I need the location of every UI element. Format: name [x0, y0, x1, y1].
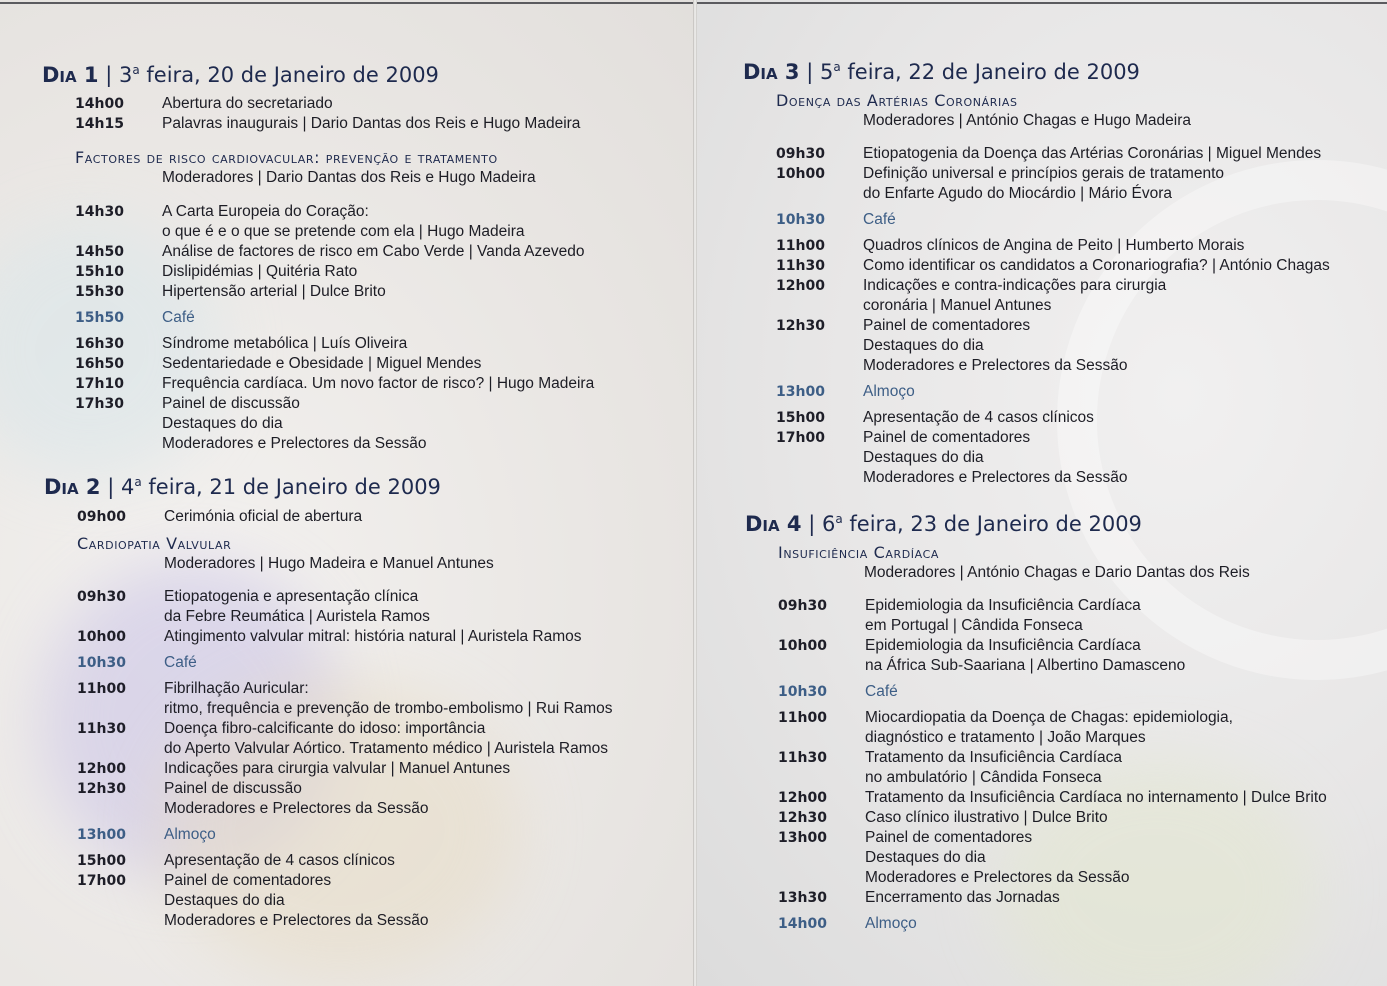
session-description	[164, 627, 582, 647]
description-line: na África Sub-Saariana | Albertino Damasceno	[865, 657, 1186, 674]
description-line: Destaques do dia	[865, 849, 986, 866]
description-line: Epidemiologia da Insuficiência Cardíaca	[865, 597, 1141, 614]
top-rule	[0, 2, 693, 4]
session-description	[865, 748, 1122, 788]
day-heading	[42, 57, 439, 88]
description-line: Tratamento da Insuficiência Cardíaca	[865, 749, 1123, 766]
day-date: feira, 20 de Janeiro de 2009	[139, 63, 439, 87]
description-line: Moderadores e Prelectores da Sessão	[164, 800, 429, 817]
ordinal-mark: a	[835, 512, 843, 526]
description-line: Síndrome metabólica | Luís Oliveira	[162, 335, 408, 352]
left-page	[0, 0, 693, 986]
time-label: 11h30	[778, 750, 827, 766]
description-line: Painel de comentadores	[863, 317, 1031, 334]
time-label: 10h00	[776, 166, 825, 182]
time-label: 10h30	[776, 212, 825, 228]
time-label: 10h00	[778, 638, 827, 654]
session-description	[863, 144, 1321, 164]
session-description	[164, 851, 395, 871]
time-label: 15h00	[77, 853, 126, 869]
day-weekday-number: 5	[820, 60, 834, 84]
session-description	[162, 394, 427, 454]
section-moderators: Moderadores | Dario Dantas dos Reis e Hugo Madeira	[162, 169, 536, 186]
description-line: Café	[863, 211, 896, 228]
section-title: Insuficiência Cardíaca	[778, 543, 939, 562]
section-title: Cardiopatia Valvular	[77, 534, 232, 553]
session-description	[863, 316, 1128, 376]
session-description	[865, 596, 1141, 636]
day-separator: |	[808, 512, 816, 536]
description-line: Definição universal e princípios gerais de tratamento	[863, 165, 1224, 182]
session-description	[865, 682, 898, 702]
day-weekday-number: 6	[822, 512, 836, 536]
time-label: 12h00	[77, 761, 126, 777]
description-line: Destaques do dia	[863, 449, 984, 466]
description-line: Como identificar os candidatos a Coronariografia? | António Chagas	[863, 257, 1330, 274]
day-label: Dia 3	[743, 60, 800, 84]
time-label: 09h30	[778, 598, 827, 614]
description-line: Almoço	[863, 383, 915, 400]
session-description	[865, 914, 917, 934]
session-description	[162, 354, 481, 374]
description-line: Abertura do secretariado	[162, 95, 333, 112]
description-line: Hipertensão arterial | Dulce Brito	[162, 283, 386, 300]
description-line: Sedentariedade e Obesidade | Miguel Mendes	[162, 355, 482, 372]
day-date: feira, 21 de Janeiro de 2009	[141, 475, 441, 499]
description-line: Etiopatogenia da Doença das Artérias Coronárias | Miguel Mendes	[863, 145, 1322, 162]
time-label: 12h00	[778, 790, 827, 806]
description-line: Apresentação de 4 casos clínicos	[164, 852, 395, 869]
ordinal-mark: a	[134, 475, 142, 489]
session-description	[162, 94, 333, 114]
day-label: Dia 4	[745, 512, 802, 536]
day-heading	[743, 54, 1140, 85]
day-date: feira, 22 de Janeiro de 2009	[840, 60, 1140, 84]
description-line: Indicações e contra-indicações para cirurgia	[863, 277, 1167, 294]
session-description	[162, 114, 580, 134]
session-description	[162, 308, 195, 328]
time-label: 15h50	[75, 310, 124, 326]
time-label: 12h30	[77, 781, 126, 797]
time-label: 17h10	[75, 376, 124, 392]
time-label: 17h00	[77, 873, 126, 889]
description-line: Análise de factores de risco em Cabo Verde | Vanda Azevedo	[162, 243, 585, 260]
section-moderators: Moderadores | Hugo Madeira e Manuel Antunes	[164, 555, 494, 572]
description-line: do Enfarte Agudo do Miocárdio | Mário Évora	[863, 185, 1173, 202]
description-line: Fibrilhação Auricular:	[164, 680, 309, 697]
session-description	[164, 759, 510, 779]
time-label: 09h30	[77, 589, 126, 605]
description-line: Etiopatogenia e apresentação clínica	[164, 588, 419, 605]
section-title: Factores de risco cardiovacular: prevenção e tratamento	[75, 148, 498, 167]
session-description	[865, 788, 1327, 808]
description-line: Almoço	[865, 915, 917, 932]
session-description	[164, 653, 197, 673]
session-description	[863, 210, 896, 230]
time-label: 12h30	[778, 810, 827, 826]
time-label: 11h30	[776, 258, 825, 274]
description-line: o que é e o que se pretende com ela | Hugo Madeira	[162, 223, 525, 240]
description-line: Almoço	[164, 826, 216, 843]
session-description	[164, 587, 430, 627]
session-description	[865, 708, 1233, 748]
session-description	[865, 636, 1185, 676]
description-line: Dislipidémias | Quitéria Rato	[162, 263, 358, 280]
time-label: 09h30	[776, 146, 825, 162]
session-description	[164, 679, 613, 719]
description-line: Encerramento das Jornadas	[865, 889, 1060, 906]
time-label: 13h30	[778, 890, 827, 906]
description-line: Moderadores e Prelectores da Sessão	[863, 469, 1128, 486]
description-line: Frequência cardíaca. Um novo factor de risco? | Hugo Madeira	[162, 375, 595, 392]
description-line: coronária | Manuel Antunes	[863, 297, 1052, 314]
right-page	[697, 0, 1387, 986]
session-description	[863, 276, 1166, 316]
time-label: 10h00	[77, 629, 126, 645]
time-label: 12h30	[776, 318, 825, 334]
description-line: Painel de comentadores	[164, 872, 332, 889]
session-description	[865, 808, 1108, 828]
description-line: Palavras inaugurais | Dario Dantas dos Reis e Hugo Madeira	[162, 115, 581, 132]
description-line: Destaques do dia	[863, 337, 984, 354]
description-line: Painel de discussão	[164, 780, 302, 797]
day-separator: |	[806, 60, 814, 84]
day-separator: |	[107, 475, 115, 499]
session-description	[162, 282, 386, 302]
time-label: 15h30	[75, 284, 124, 300]
session-description	[863, 408, 1094, 428]
ordinal-mark: a	[833, 60, 841, 74]
description-line: Epidemiologia da Insuficiência Cardíaca	[865, 637, 1141, 654]
session-description	[865, 828, 1130, 888]
session-description	[162, 374, 594, 394]
day-weekday-number: 3	[119, 63, 133, 87]
time-label: 14h50	[75, 244, 124, 260]
session-description	[164, 825, 216, 845]
description-line: no ambulatório | Cândida Fonseca	[865, 769, 1102, 786]
time-label: 16h30	[75, 336, 124, 352]
day-label: Dia 2	[44, 475, 101, 499]
description-line: Painel de comentadores	[865, 829, 1033, 846]
description-line: Café	[162, 309, 195, 326]
time-label: 10h30	[77, 655, 126, 671]
session-description	[162, 334, 407, 354]
session-description	[863, 382, 915, 402]
session-description	[162, 202, 525, 242]
description-line: diagnóstico e tratamento | João Marques	[865, 729, 1146, 746]
time-label: 14h15	[75, 116, 124, 132]
day-separator: |	[105, 63, 113, 87]
description-line: Painel de comentadores	[863, 429, 1031, 446]
time-label: 13h00	[776, 384, 825, 400]
description-line: Moderadores e Prelectores da Sessão	[164, 912, 429, 929]
time-label: 13h00	[77, 827, 126, 843]
time-label: 14h00	[778, 916, 827, 932]
description-line: Indicações para cirurgia valvular | Manuel Antunes	[164, 760, 511, 777]
description-line: Destaques do dia	[162, 415, 283, 432]
section-moderators: Moderadores | António Chagas e Dario Dantas dos Reis	[864, 564, 1250, 581]
session-description	[164, 719, 608, 759]
day-label: Dia 1	[42, 63, 99, 87]
session-description	[162, 242, 585, 262]
time-label: 15h10	[75, 264, 124, 280]
description-line: em Portugal | Cândida Fonseca	[865, 617, 1083, 634]
session-description	[164, 779, 429, 819]
description-line: Moderadores e Prelectores da Sessão	[863, 357, 1128, 374]
description-line: Cerimónia oficial de abertura	[164, 508, 363, 525]
description-line: ritmo, frequência e prevenção de trombo-embolismo | Rui Ramos	[164, 700, 613, 717]
session-description	[164, 507, 362, 527]
description-line: Caso clínico ilustrativo | Dulce Brito	[865, 809, 1108, 826]
description-line: Doença fibro-calcificante do idoso: importância	[164, 720, 486, 737]
session-description	[863, 236, 1244, 256]
day-heading	[745, 506, 1142, 537]
description-line: Tratamento da Insuficiência Cardíaca no internamento | Dulce Brito	[865, 789, 1327, 806]
time-label: 13h00	[778, 830, 827, 846]
session-description	[162, 262, 357, 282]
time-label: 15h00	[776, 410, 825, 426]
description-line: Painel de discussão	[162, 395, 300, 412]
section-moderators: Moderadores | António Chagas e Hugo Madeira	[863, 112, 1192, 129]
description-line: Moderadores e Prelectores da Sessão	[865, 869, 1130, 886]
description-line: Apresentação de 4 casos clínicos	[863, 409, 1094, 426]
time-label: 11h30	[77, 721, 126, 737]
description-line: Miocardiopatia da Doença de Chagas: epidemiologia,	[865, 709, 1233, 726]
description-line: Café	[865, 683, 898, 700]
session-description	[164, 871, 429, 931]
description-line: Destaques do dia	[164, 892, 285, 909]
description-line: A Carta Europeia do Coração:	[162, 203, 369, 220]
section-title: Doença das Artérias Coronárias	[776, 91, 1018, 110]
session-description	[863, 428, 1128, 488]
time-label: 11h00	[77, 681, 126, 697]
time-label: 11h00	[776, 238, 825, 254]
time-label: 14h00	[75, 96, 124, 112]
ordinal-mark: a	[132, 63, 140, 77]
day-weekday-number: 4	[121, 475, 135, 499]
day-date: feira, 23 de Janeiro de 2009	[842, 512, 1142, 536]
time-label: 17h30	[75, 396, 124, 412]
description-line: Moderadores e Prelectores da Sessão	[162, 435, 427, 452]
day-heading	[44, 469, 441, 500]
top-rule	[697, 2, 1387, 4]
description-line: do Aperto Valvular Aórtico. Tratamento médico | Auristela Ramos	[164, 740, 608, 757]
time-label: 16h50	[75, 356, 124, 372]
time-label: 14h30	[75, 204, 124, 220]
time-label: 10h30	[778, 684, 827, 700]
description-line: Atingimento valvular mitral: história natural | Auristela Ramos	[164, 628, 582, 645]
session-description	[865, 888, 1060, 908]
description-line: Café	[164, 654, 197, 671]
time-label: 17h00	[776, 430, 825, 446]
description-line: Quadros clínicos de Angina de Peito | Humberto Morais	[863, 237, 1245, 254]
time-label: 11h00	[778, 710, 827, 726]
session-description	[863, 164, 1224, 204]
session-description	[863, 256, 1330, 276]
time-label: 09h00	[77, 509, 126, 525]
time-label: 12h00	[776, 278, 825, 294]
description-line: da Febre Reumática | Auristela Ramos	[164, 608, 430, 625]
